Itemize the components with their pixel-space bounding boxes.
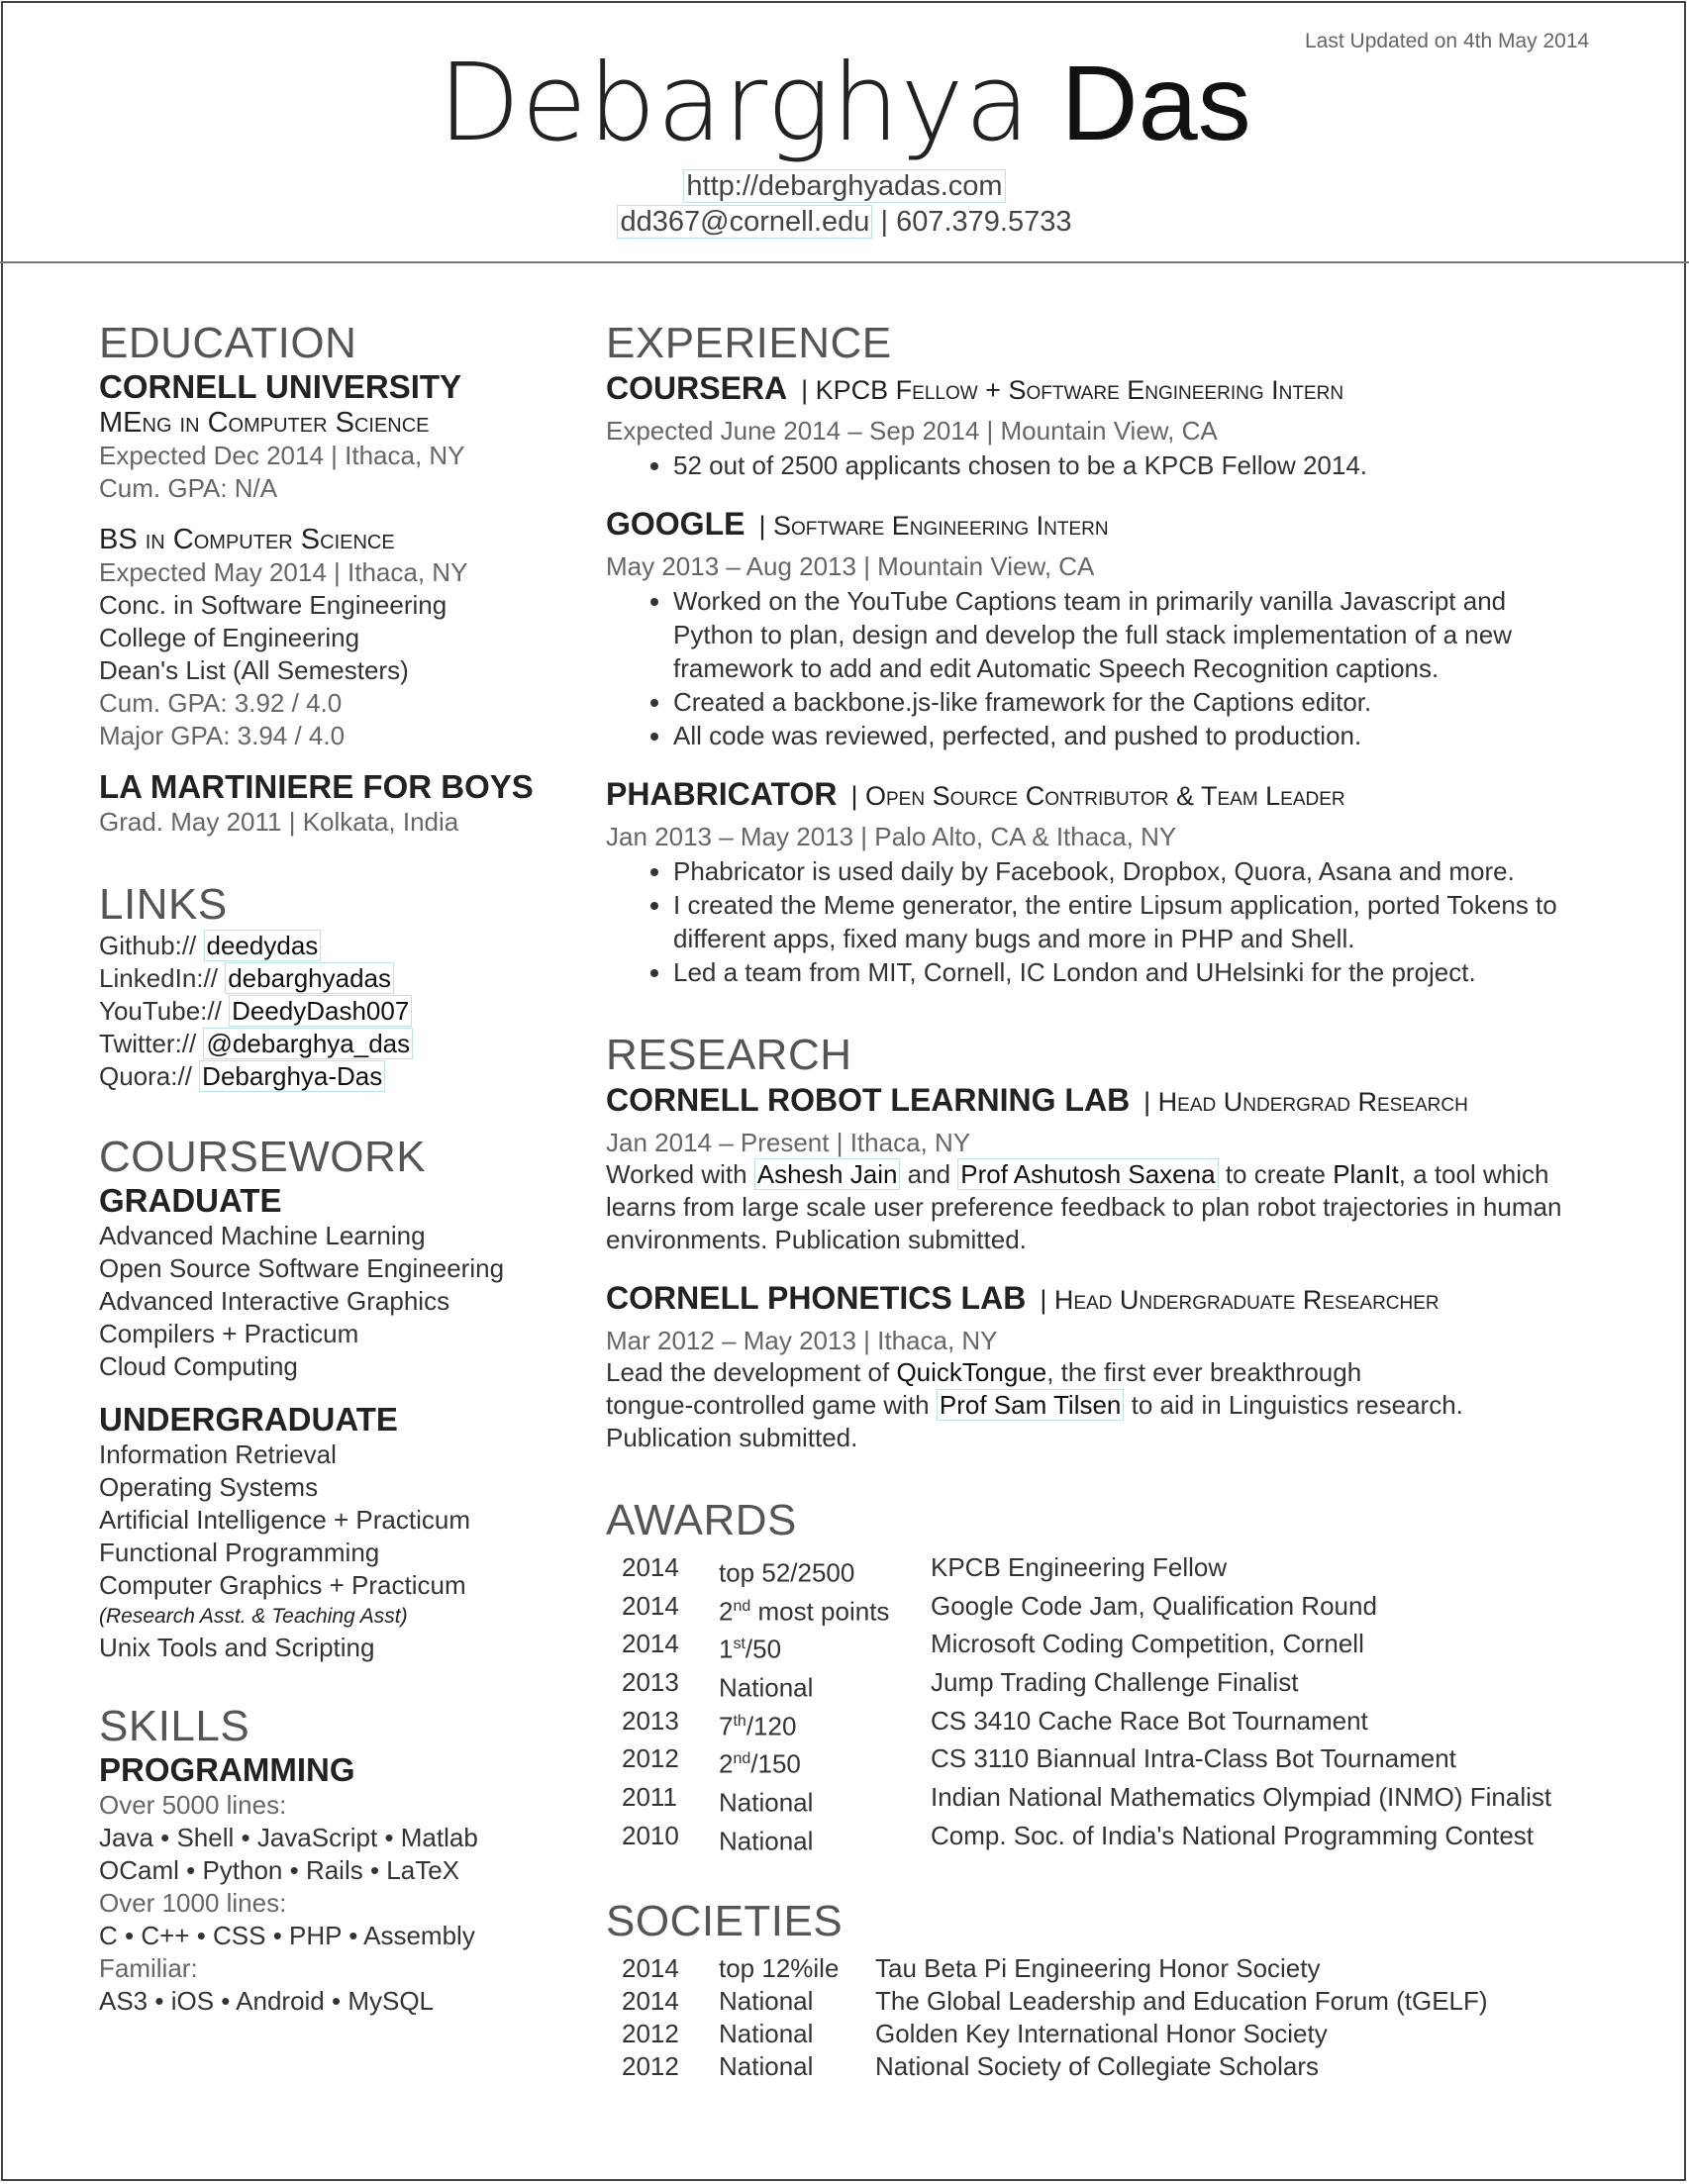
website-link[interactable]: http://debarghyadas.com [683,169,1005,203]
job-role: | KPCB Fellow + Software Engineering Intern [801,375,1344,405]
society-year: 2014 [622,1986,679,2017]
award-row [622,1742,1551,1781]
award-name: CS 3110 Biannual Intra-Class Bot Tournament [931,1743,1456,1774]
job-role: | Software Engineering Intern [758,511,1109,541]
awards-table [622,1551,1551,1857]
society-rank: National [719,1986,814,2017]
skill-list: OCaml • Python • Rails • LaTeX [99,1855,459,1885]
research-heading: RESEARCH [606,1031,852,1079]
github-link[interactable]: deedydas [204,930,322,961]
course-item: Computer Graphics + Practicum [99,1570,466,1600]
degree-bs-line: Dean's List (All Semesters) [99,655,409,685]
bullet-item: • 52 out of 2500 applicants chosen to be a KPCB Fellow 2014. [673,448,1655,482]
degree-bs-meta: Expected May 2014 | Ithaca, NY [99,557,468,587]
job-meta: Jan 2013 – May 2013 | Palo Alto, CA & Ithaca, NY [606,822,1177,851]
award-row [622,1705,1551,1743]
award-name: Comp. Soc. of India's National Programming Contest [931,1820,1535,1850]
education-heading: EDUCATION [99,319,357,367]
skill-list: C • C++ • CSS • PHP • Assembly [99,1921,475,1950]
course-item: Operating Systems [99,1472,319,1502]
award-year: 2011 [622,1781,677,1812]
lab-meta: Mar 2012 – May 2013 | Ithaca, NY [606,1326,998,1355]
ashutosh-saxena-link[interactable]: Prof Ashutosh Saxena [957,1158,1218,1190]
school-cornell: CORNELL UNIVERSITY [99,368,462,405]
award-row [622,1590,1551,1629]
contact-line [0,206,1689,239]
bullet-item: • Created a backbone.js-like framework for the Captions editor. [673,685,1655,719]
job-meta: Expected June 2014 – Sep 2014 | Mountain View, CA [606,416,1218,446]
bullet-item: • All code was reviewed, perfected, and pushed to production. [673,719,1655,752]
lab-name: CORNELL PHONETICS LAB [606,1280,1027,1316]
link-twitter [99,1028,574,1060]
link-prefix: Quora:// [99,1061,192,1091]
award-row [622,1781,1551,1820]
lab-name: CORNELL ROBOT LEARNING LAB [606,1082,1131,1118]
award-rank: National [719,1787,814,1818]
lab-robot-learning [606,1080,1655,1127]
course-note: (Research Asst. & Teaching Asst) [99,1605,408,1628]
youtube-link[interactable]: DeedyDash007 [229,995,412,1027]
experience-heading: EXPERIENCE [606,319,892,367]
planit-link[interactable]: PlanIt [1333,1159,1399,1189]
job-phabricator [606,774,1655,821]
job-bullets [606,448,1655,482]
website-line [0,170,1689,203]
bullet-item: • Worked on the YouTube Captions team in primarily vanilla Javascript and Python to plan, design and develop the full stack implementation of a new framework to add and edit Automatic Speech Recognition captions. [673,584,1655,685]
job-meta: May 2013 – Aug 2013 | Mountain View, CA [606,551,1095,581]
link-prefix: YouTube:// [99,996,222,1026]
last-name: Das [1060,43,1251,162]
award-rank: 1st/50 [719,1634,782,1664]
course-item: Compilers + Practicum [99,1319,359,1348]
job-coursera [606,368,1655,415]
links-heading: LINKS [99,880,228,929]
job-bullets [606,854,1655,989]
quora-link[interactable]: Debarghya-Das [199,1060,385,1092]
right-column [606,319,1655,2083]
award-rank: 7th/120 [719,1711,797,1741]
undergraduate-heading: UNDERGRADUATE [99,1401,398,1438]
society-row [622,2018,1488,2050]
degree-meng: MEng in Computer Science [99,407,430,439]
society-rank: top 12%ile [719,1953,840,1984]
degree-bs-line: College of Engineering [99,623,360,652]
skill-level-label: Over 1000 lines: [99,1888,287,1918]
skill-level-label: Familiar: [99,1953,198,1983]
link-youtube [99,995,574,1028]
society-row [622,1952,1488,1985]
award-row [622,1628,1551,1666]
awards-heading: AWARDS [606,1496,797,1544]
link-linkedin [99,962,574,995]
degree-meng-meta: Expected Dec 2014 | Ithaca, NY [99,441,465,470]
award-year: 2013 [622,1705,679,1736]
society-year: 2012 [622,2019,679,2049]
first-name: Debarghya [438,42,1032,165]
skill-list: AS3 • iOS • Android • MySQL [99,1986,434,2016]
link-quora [99,1060,574,1093]
award-name: Jump Trading Challenge Finalist [931,1666,1299,1697]
society-rank: National [719,2051,814,2082]
society-name: Golden Key International Honor Society [875,2019,1328,2049]
course-item: Advanced Interactive Graphics [99,1286,450,1316]
linkedin-link[interactable]: debarghyadas [225,962,394,994]
bullet-item: • I created the Meme generator, the entire Lipsum application, ported Tokens to different apps, fixed many bugs and more in PHP and Shell. [673,888,1655,955]
lab-phonetics [606,1278,1655,1325]
award-year: 2013 [622,1666,679,1697]
society-rank: National [719,2019,814,2049]
company-name: PHABRICATOR [606,776,838,812]
skill-level-label: Over 5000 lines: [99,1790,287,1820]
degree-bs: BS in Computer Science [99,524,395,555]
lab-role: | Head Undergraduate Researcher [1040,1285,1440,1315]
degree-bs-line: Conc. in Software Engineering [99,590,447,620]
email-link[interactable]: dd367@cornell.edu [617,205,872,239]
award-year: 2014 [622,1552,679,1582]
award-rank: 2nd most points [719,1596,890,1627]
award-row [622,1666,1551,1705]
job-google [606,504,1655,550]
degree-meng-gpa: Cum. GPA: N/A [99,473,278,503]
course-item: Open Source Software Engineering [99,1253,505,1283]
lab-meta: Jan 2014 – Present | Ithaca, NY [606,1128,971,1157]
course-item: Cloud Computing [99,1351,298,1381]
course-item: Functional Programming [99,1538,380,1567]
award-year: 2014 [622,1590,679,1621]
quicktongue-link[interactable]: QuickTongue [896,1357,1047,1387]
award-name: KPCB Engineering Fellow [931,1552,1228,1582]
phone-number: 607.379.5733 [896,206,1072,238]
last-updated: Last Updated on 4th May 2014 [1305,30,1590,52]
twitter-link[interactable]: @debarghya_das [203,1028,413,1059]
lab-role: | Head Undergrad Research [1143,1087,1468,1117]
lab-description: Worked with Ashesh Jain and Prof Ashutosh Saxena to create PlanIt, a tool which learns from large scale user preference feedback to plan robot trajectories in human environments. Publication submitted. [606,1159,1562,1254]
award-rank: National [719,1672,814,1703]
course-item: Advanced Machine Learning [99,1221,426,1250]
course-item: Unix Tools and Scripting [99,1633,375,1662]
graduate-heading: GRADUATE [99,1182,282,1219]
coursework-heading: COURSEWORK [99,1133,427,1181]
link-prefix: LinkedIn:// [99,963,218,993]
contact-separator: | [872,206,897,238]
society-year: 2012 [622,2051,679,2082]
society-name: The Global Leadership and Education Forum (tGELF) [875,1986,1488,2017]
award-name: CS 3410 Cache Race Bot Tournament [931,1705,1368,1736]
school-la-martiniere-meta: Grad. May 2011 | Kolkata, India [99,807,459,837]
sam-tilsen-link[interactable]: Prof Sam Tilsen [937,1389,1125,1421]
left-column [99,319,574,2018]
course-item: Artificial Intelligence + Practicum [99,1505,470,1535]
award-rank: top 52/2500 [719,1557,855,1588]
ashesh-jain-link[interactable]: Ashesh Jain [754,1158,901,1190]
award-rank: National [719,1826,814,1856]
link-prefix: Github:// [99,931,197,960]
header-divider [0,261,1689,263]
link-github [99,930,574,962]
skill-list: Java • Shell • JavaScript • Matlab [99,1823,478,1852]
programming-heading: PROGRAMMING [99,1751,355,1788]
link-prefix: Twitter:// [99,1029,197,1058]
award-row [622,1820,1551,1858]
degree-bs-major-gpa: Major GPA: 3.94 / 4.0 [99,721,346,750]
award-name: Indian National Mathematics Olympiad (INMO) Finalist [931,1781,1552,1812]
society-name: National Society of Collegiate Scholars [875,2051,1320,2082]
award-year: 2014 [622,1629,679,1659]
degree-bs-gpa: Cum. GPA: 3.92 / 4.0 [99,688,343,718]
course-item: Information Retrieval [99,1439,337,1469]
lab-description: Lead the development of QuickTongue, the first ever breakthrough tongue-controlled game with Prof Sam Tilsen to aid in Linguistics research. Publication submitted. [606,1357,1463,1452]
school-la-martiniere: LA MARTINIERE FOR BOYS [99,768,534,805]
company-name: COURSERA [606,370,788,406]
name-title [0,40,1689,167]
societies-table [622,1952,1488,2083]
societies-heading: SOCIETIES [606,1897,844,1946]
skills-heading: SKILLS [99,1702,250,1750]
bullet-item: • Led a team from MIT, Cornell, IC London and UHelsinki for the project. [673,955,1655,989]
award-rank: 2nd/150 [719,1748,801,1779]
bullet-item: • Phabricator is used daily by Facebook, Dropbox, Quora, Asana and more. [673,854,1655,888]
society-row [622,2050,1488,2083]
society-year: 2014 [622,1953,679,1984]
society-name: Tau Beta Pi Engineering Honor Society [875,1953,1321,1984]
company-name: GOOGLE [606,506,745,542]
award-name: Microsoft Coding Competition, Cornell [931,1629,1364,1659]
award-name: Google Code Jam, Qualification Round [931,1590,1377,1621]
award-row [622,1551,1551,1590]
award-year: 2012 [622,1743,679,1774]
award-year: 2010 [622,1820,679,1850]
job-bullets [606,584,1655,752]
job-role: | Open Source Contributor & Team Leader [850,781,1345,811]
society-row [622,1985,1488,2018]
